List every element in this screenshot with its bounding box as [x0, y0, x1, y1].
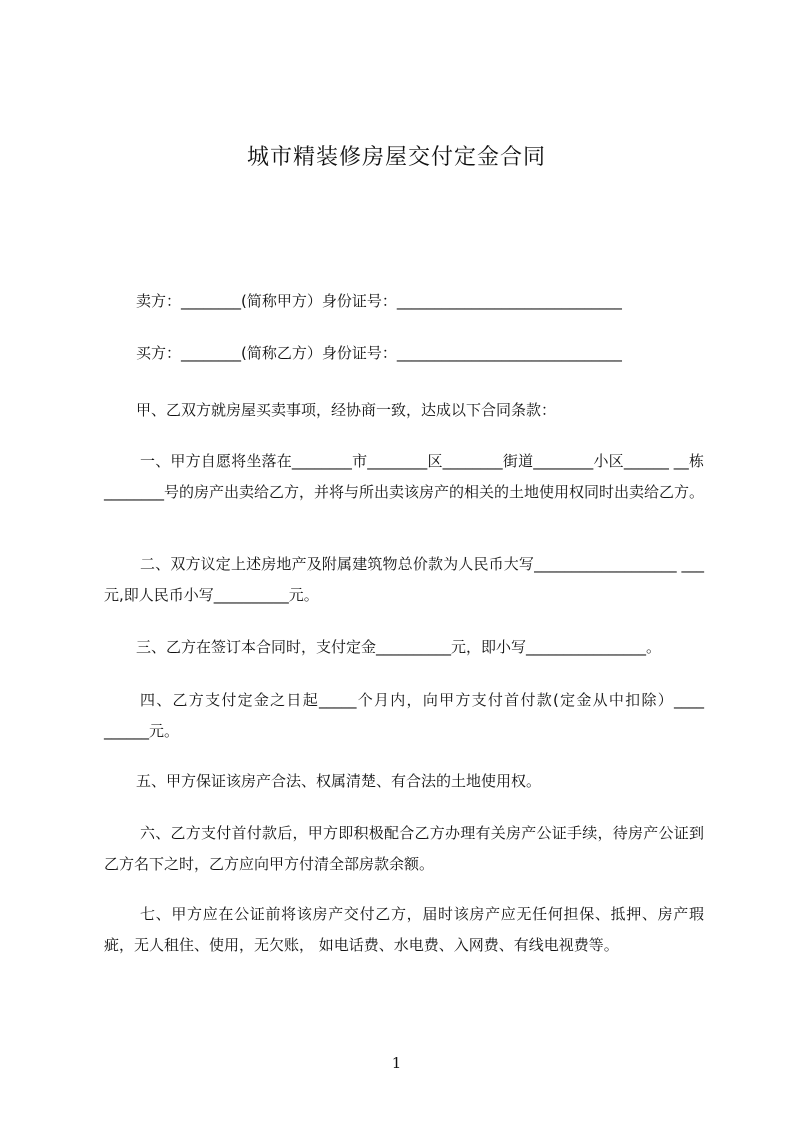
clause-5: 五、甲方保证该房产合法、权属清楚、有合法的土地使用权。 — [136, 772, 542, 790]
clause-7: 七、甲方应在公证前将该房产交付乙方，届时该房产应无任何担保、抵押、房产瑕疵，无人租住、使用，无欠账， 如电话费、水电费、入网费、有线电视费等。 — [104, 905, 704, 954]
clause-3: 三、乙方在签订本合同时，支付定金__________元，即小写________________。 — [136, 638, 662, 656]
clause-4: 四、乙方支付定金之日起_____个月内，向甲方支付首付款(定金从中扣除）____ ______元。 — [104, 691, 704, 740]
buyer-line: 买方：________(简称乙方）身份证号：______________________________ — [136, 344, 622, 362]
clause-1: 一、甲方自愿将坐落在________市________区________街道________小区______ __栋________号的房产出卖给乙方，并将与所出卖该房产的相关的土地使用权同时出卖给乙方。 — [104, 452, 705, 501]
seller-line: 卖方：________(简称甲方）身份证号：______________________________ — [136, 292, 622, 310]
clause-2: 二、双方议定上述房地产及附属建筑物总价款为人民币大写___________________ ___元,即人民币小写__________元。 — [104, 555, 704, 604]
intro-paragraph: 甲、乙双方就房屋买卖事项，经协商一致，达成以下合同条款： — [136, 401, 557, 419]
contract-title: 城市精装修房屋交付定金合同 — [246, 145, 546, 170]
clause-6: 六、乙方支付首付款后，甲方即积极配合乙方办理有关房产公证手续，待房产公证到乙方名下之时，乙方应向甲方付清全部房款余额。 — [104, 824, 704, 873]
page-number: 1 — [391, 1054, 402, 1072]
